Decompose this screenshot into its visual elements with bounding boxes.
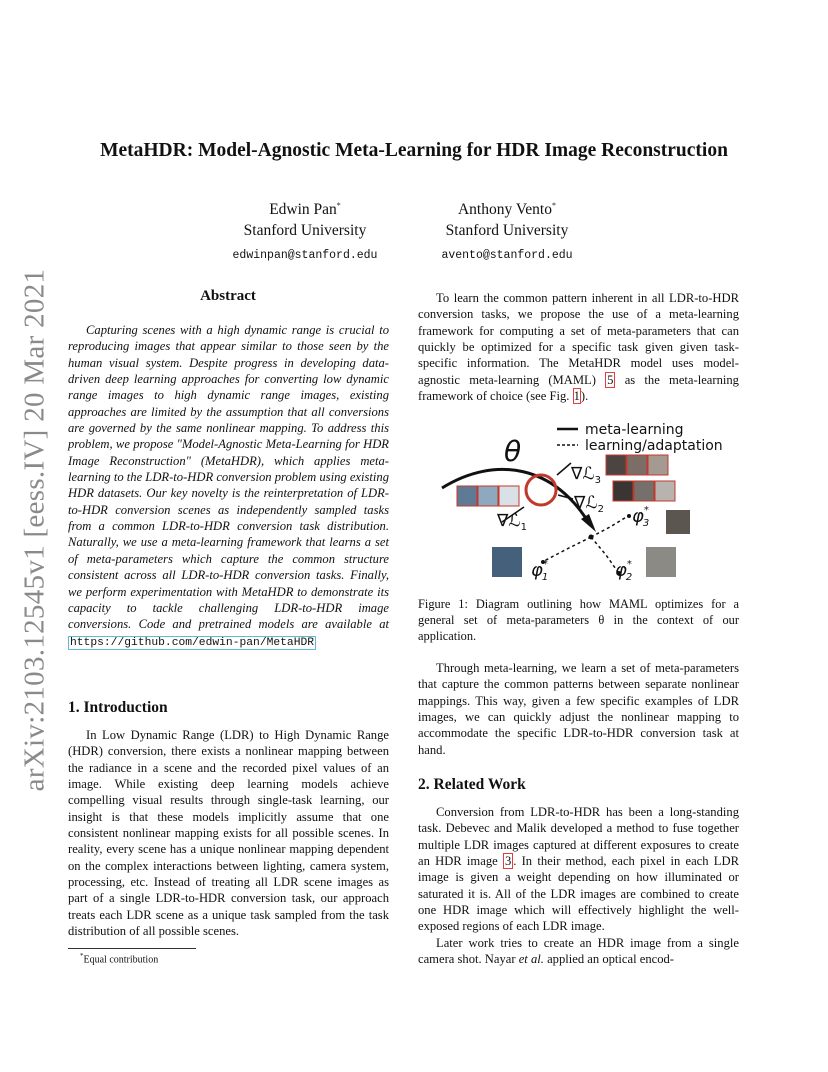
task1-image-set bbox=[457, 486, 519, 506]
phi1-label bbox=[531, 559, 548, 583]
adapt-path-2 bbox=[591, 537, 618, 572]
abstract-text: Capturing scenes with a high dynamic range is crucial to reproducing images that appear similar to those seen by the human visual system. Despite progress in developing data-driven deep learning approaches for converting low dynamic range images to high dynamic range images, existing approaches are limited by the assumption that all conversions are governed by the same nonlinear mapping. To address this problem, we propose "Model-Agnostic Meta-Learning for HDR Image Reconstruction" (MetaHDR), which applies meta-learning to the LDR-to-HDR conversion problem using existing HDR datasets. Our key novelty is the reinterpretation of LDR-to-HDR conversion scenes as independently sampled tasks from a common LDR-to-HDR conversion task distribution. Naturally, we use a meta-learning framework that learns a set of meta-parameters which capture the common structure consistent across all LDR-to-HDR conversion tasks. Finally, we perform experimentation with MetaHDR to demonstrate its capacity to tackle challenging LDR-to-HDR image conversions. Code and pretrained models are available at bbox=[68, 323, 389, 632]
maml-diagram bbox=[440, 415, 740, 590]
phi3-point bbox=[627, 514, 631, 518]
related-work-heading: 2. Related Work bbox=[418, 776, 526, 793]
related-text-cont: applied an optical encod- bbox=[547, 952, 674, 967]
author-block-2 bbox=[412, 195, 602, 266]
phi1-output-image bbox=[492, 547, 522, 577]
legend-solid-label: meta-learning bbox=[585, 422, 684, 438]
phi3-output-image bbox=[666, 510, 690, 534]
phi1-star: * bbox=[542, 559, 548, 570]
thumbnail bbox=[634, 481, 654, 501]
adapt-path-3 bbox=[591, 516, 628, 537]
task2-image-set bbox=[613, 481, 675, 501]
arxiv-identifier: arXiv:2103.12545v1 [eess.IV] 20 Mar 2021 bbox=[18, 268, 51, 792]
phi3-symbol: φ bbox=[632, 506, 644, 527]
grad1-subscript: 1 bbox=[520, 522, 527, 533]
meta-learning-paragraph: Through meta-learning, we learn a set of meta-parameters that capture the common patterns between separate nonlinear mappings. This way, given a few specific examples of LDR images, we can quickly adjust the nonlinear mapping to accommodate the specific LDR-to-HDR conversion task at hand. bbox=[418, 661, 739, 757]
right-intro-paragraph bbox=[418, 290, 739, 404]
figure-caption: Figure 1: Diagram outlining how MAML optimizes for a general set of meta-parameters θ in the context of our application. bbox=[418, 597, 739, 643]
footnote-text: Equal contribution bbox=[83, 954, 159, 966]
thumbnail bbox=[648, 455, 668, 475]
footnote bbox=[80, 952, 158, 965]
grad2-subscript: 2 bbox=[597, 504, 604, 515]
thumbnail bbox=[627, 455, 647, 475]
author-email: edwinpan@stanford.edu bbox=[232, 249, 378, 263]
abstract-heading: Abstract bbox=[200, 288, 256, 304]
author-email: avento@stanford.edu bbox=[441, 249, 573, 263]
author-name: Edwin Pan bbox=[269, 201, 337, 219]
phi1-symbol: φ bbox=[531, 560, 543, 581]
related-text: Conversion from LDR-to-HDR has been a long-standing task. Debevec and Malik developed a method to fuse together multiple LDR images captured at different exposures to create an HDR image bbox=[418, 805, 739, 869]
grad2-label bbox=[573, 493, 604, 515]
intro-text-mid: as the meta-learning framework of choice (see Fig. bbox=[418, 372, 739, 404]
grad3-symbol: ∇ℒ bbox=[571, 464, 595, 484]
grad1-label bbox=[496, 511, 527, 533]
author-block-1 bbox=[210, 195, 400, 266]
author-affiliation: Stanford University bbox=[445, 222, 569, 240]
thumbnail bbox=[457, 486, 477, 506]
phi2-subscript: 2 bbox=[625, 572, 633, 583]
author-name: Anthony Vento bbox=[457, 201, 552, 219]
code-link[interactable]: https://github.com/edwin-pan/MetaHDR bbox=[70, 636, 315, 649]
footnote-mark: * bbox=[80, 952, 84, 960]
intro-text: To learn the common pattern inherent in all LDR-to-HDR conversion tasks, we propose the use of a meta-learning framework for computing a set of meta-parameters that can quickly be optimized for a specific task given given task-specific information. The MetaHDR model uses model-agnostic meta-learning (MAML) bbox=[418, 291, 739, 387]
related-work-paragraph-2 bbox=[418, 935, 739, 968]
author-mark: * bbox=[336, 201, 341, 210]
introduction-body: In Low Dynamic Range (LDR) to High Dynamic Range (HDR) conversion, there exists a nonlinear mapping between the radiance in a scene and the recorded pixel values of an image. While existing deep learning models achieve compelling visual results through single-task learning, our insight is that these models implicitly assume that one consistent nonlinear mapping exists for all possible scenes. In reality, every scene has a unique nonlinear mapping dependent on the complex interactions between lighting, camera system, processing, etc. Instead of treating all LDR scene images as part of a single LDR-to-HDR conversion task, our approach treats each LDR scene as a unique task sampled from the task distribution of all possible scenes. bbox=[68, 728, 389, 939]
paper-title: MetaHDR: Model-Agnostic Meta-Learning for HDR Image Reconstruction bbox=[100, 140, 728, 161]
citation-link[interactable]: 5 bbox=[607, 372, 614, 387]
citation-link[interactable]: 3 bbox=[504, 854, 512, 869]
phi3-subscript: 3 bbox=[642, 518, 650, 529]
phi2-output-image bbox=[646, 547, 676, 577]
thumbnail bbox=[655, 481, 675, 501]
phi1-subscript: 1 bbox=[541, 572, 549, 583]
phi3-label bbox=[632, 505, 649, 529]
grad3-subscript: 3 bbox=[594, 475, 601, 486]
meta-parameter-circle bbox=[526, 475, 556, 505]
footnote-rule bbox=[68, 948, 196, 949]
legend-dashed-label: learning/adaptation bbox=[585, 438, 723, 454]
grad2-symbol: ∇ℒ bbox=[574, 493, 598, 513]
thumbnail bbox=[499, 486, 519, 506]
grad3-line bbox=[557, 463, 571, 475]
phi2-star: * bbox=[626, 559, 632, 570]
theta-symbol: θ bbox=[504, 435, 522, 468]
thumbnail bbox=[478, 486, 498, 506]
phi2-label bbox=[615, 559, 632, 583]
abstract-body bbox=[68, 322, 389, 651]
related-work-paragraph-1 bbox=[418, 804, 739, 935]
related-text: Later work tries to create an HDR image from a single camera shot. Nayar bbox=[418, 936, 739, 967]
phi3-star: * bbox=[643, 505, 649, 516]
grad1-symbol: ∇ℒ bbox=[497, 511, 521, 531]
author-mark: * bbox=[552, 201, 556, 210]
thumbnail bbox=[606, 455, 626, 475]
thumbnail bbox=[613, 481, 633, 501]
adapt-path-1 bbox=[544, 537, 591, 561]
author-affiliation: Stanford University bbox=[243, 222, 367, 240]
grad3-label bbox=[570, 464, 601, 486]
figure-ref-link[interactable]: 1 bbox=[573, 389, 580, 404]
introduction-heading: 1. Introduction bbox=[68, 699, 168, 716]
phi2-symbol: φ bbox=[615, 560, 627, 581]
related-text-cont: . In their method, each pixel in each LDR image is given a weight depending on how illuminated or saturated it is. All of the LDR images are combined to create one HDR image which will effectively highlight the well-exposed regions of each LDR image. bbox=[418, 854, 739, 934]
intro-text-end: ). bbox=[580, 389, 589, 404]
arxiv-sidebar bbox=[10, 268, 60, 792]
task3-image-set bbox=[606, 455, 668, 475]
et-al: et al. bbox=[518, 952, 544, 967]
